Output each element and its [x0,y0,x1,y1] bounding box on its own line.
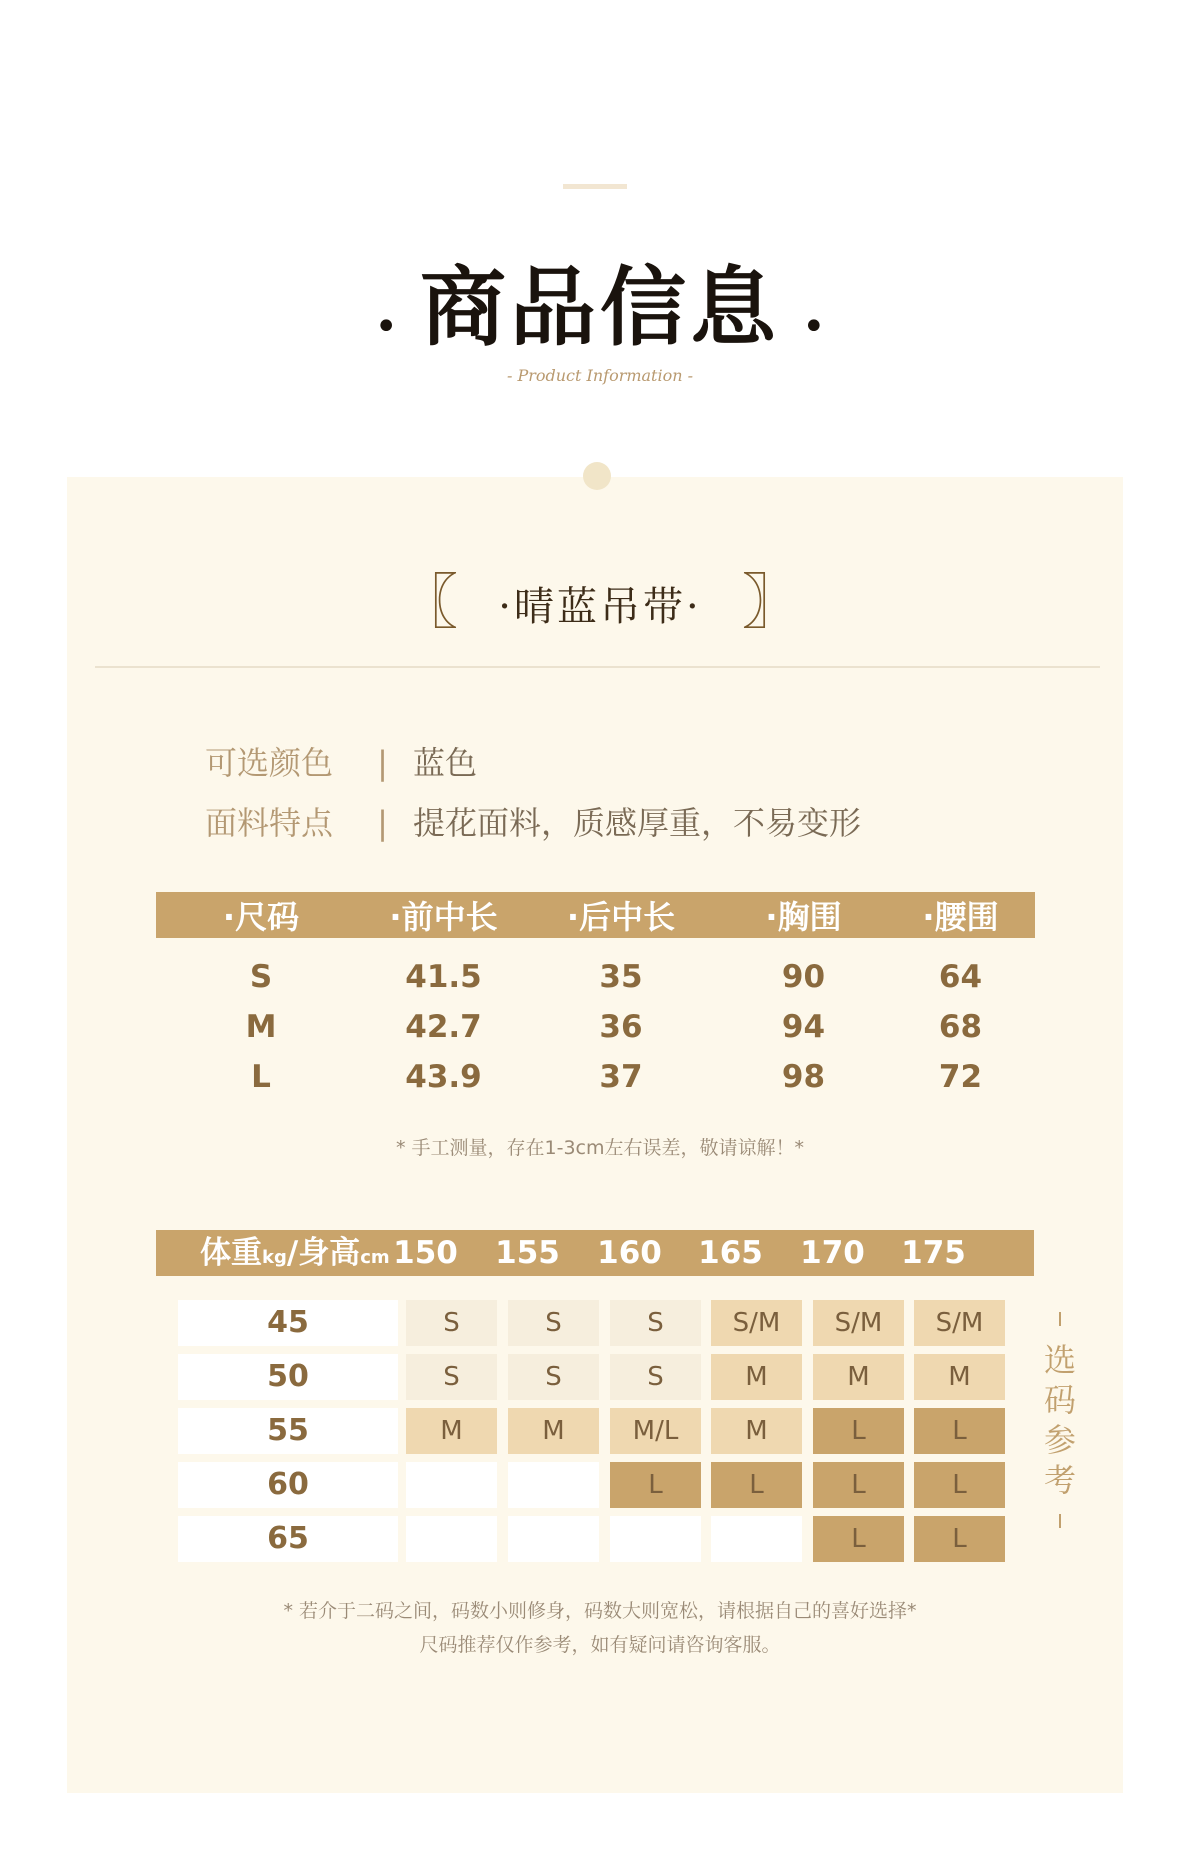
info-row-fabric [205,801,861,845]
height-header: 150 [393,1235,458,1271]
fit-cell: S [406,1300,497,1346]
height-header: 155 [495,1235,560,1271]
size-cell: 90 [781,959,826,995]
header-size: ·尺码 [222,898,300,936]
fit-cell: M [914,1354,1005,1400]
weight-unit: kg [262,1247,287,1268]
size-cell: 94 [781,1009,826,1045]
fit-cell: S [610,1354,701,1400]
fit-cell [508,1462,599,1508]
size-cell: M [245,1009,277,1045]
info-value: 蓝色 [413,744,478,782]
weight-label: 体重 [200,1235,262,1271]
fit-note-line2: 尺码推荐仅作参考，如有疑问请咨询客服。 [419,1634,781,1656]
side-tick-bottom [1059,1514,1061,1528]
size-cell: 72 [938,1059,983,1095]
fit-cell [406,1516,497,1562]
fit-note-line1: * 若介于二码之间，码数小则修身，码数大则宽松，请根据自己的喜好选择* [283,1600,917,1622]
weight-cell: 55 [178,1408,398,1454]
size-cell: 98 [781,1059,826,1095]
bracket-left: 〖 [398,568,459,638]
title-dot-right: • [802,303,826,350]
weight-cell: 60 [178,1462,398,1508]
fit-cell: S [610,1300,701,1346]
size-table-header [156,892,1035,938]
size-cell: 36 [599,1009,643,1045]
height-header: 170 [800,1235,865,1271]
info-separator: | [377,804,388,842]
page-title: 商品信息 [420,257,780,358]
size-row [156,1005,1035,1049]
bracket-right: 〗 [741,568,802,638]
label-slash: / [286,1235,299,1271]
fit-cell: S/M [813,1300,904,1346]
info-separator: | [377,744,388,782]
size-cell: 43.9 [405,1059,482,1095]
fit-cell: L [914,1408,1005,1454]
height-header: 160 [597,1235,662,1271]
side-label-char: 考 [1043,1461,1076,1499]
page-title-block [0,258,1200,358]
fit-table-header [156,1230,1034,1276]
fit-cell: S/M [711,1300,802,1346]
size-cell: 68 [938,1009,983,1045]
side-label-char: 参 [1043,1421,1076,1459]
size-cell: S [249,959,273,995]
title-dot-left: • [374,303,398,350]
fit-cell: M [406,1408,497,1454]
size-cell: 41.5 [405,959,482,995]
top-decor-bar [563,184,627,189]
weight-cell: 65 [178,1516,398,1562]
fit-cell [610,1516,701,1562]
fit-cell: M [508,1408,599,1454]
info-row-color [205,741,477,785]
side-label-char: 选 [1043,1341,1076,1379]
fit-cell [508,1516,599,1562]
weight-cell: 50 [178,1354,398,1400]
side-tick-top [1059,1312,1061,1326]
fit-cell: S/M [914,1300,1005,1346]
section-title: ·晴蓝吊带· [498,583,702,630]
section-title-block [0,568,1200,638]
fit-cell: L [914,1462,1005,1508]
height-unit: cm [360,1247,390,1268]
size-cell: 37 [599,1059,643,1095]
size-cell: 64 [938,959,983,995]
height-label: 身高 [298,1235,361,1271]
size-cell: 42.7 [405,1009,482,1045]
info-value: 提花面料，质感厚重，不易变形 [413,804,862,842]
fit-cell: L [813,1516,904,1562]
header-bust: ·胸围 [765,898,842,936]
fit-cell: S [508,1300,599,1346]
weight-height-label [200,1230,390,1281]
size-cell: L [251,1059,271,1095]
weight-cell: 45 [178,1300,398,1346]
header-back-length: ·后中长 [566,898,676,936]
panel-dot-decor [583,462,611,490]
measurement-note: * 手工测量，存在1-3cm左右误差，敬请谅解！* [395,1137,805,1159]
fit-cell: M [813,1354,904,1400]
side-label-char: 码 [1043,1381,1076,1419]
height-header: 165 [698,1235,763,1271]
height-header: 175 [901,1235,966,1271]
size-row [156,1055,1035,1099]
size-reference-side-label [1040,1312,1080,1528]
header-waist: ·腰围 [922,898,999,936]
fit-cell [711,1516,802,1562]
page-subtitle: - Product Information - [506,366,694,385]
header-front-length: ·前中长 [389,898,498,936]
fit-cell: L [610,1462,701,1508]
fit-cell: L [813,1408,904,1454]
size-row [156,955,1035,999]
fit-cell [406,1462,497,1508]
fit-cell: M [711,1408,802,1454]
section-divider [95,666,1100,668]
info-label: 面料特点 [205,804,334,842]
fit-cell: L [711,1462,802,1508]
info-label: 可选颜色 [205,744,334,782]
fit-cell: S [508,1354,599,1400]
fit-cell: M/L [610,1408,701,1454]
fit-cell: L [914,1516,1005,1562]
fit-cell: S [406,1354,497,1400]
size-cell: 35 [599,959,643,995]
fit-cell: L [813,1462,904,1508]
fit-cell: M [711,1354,802,1400]
